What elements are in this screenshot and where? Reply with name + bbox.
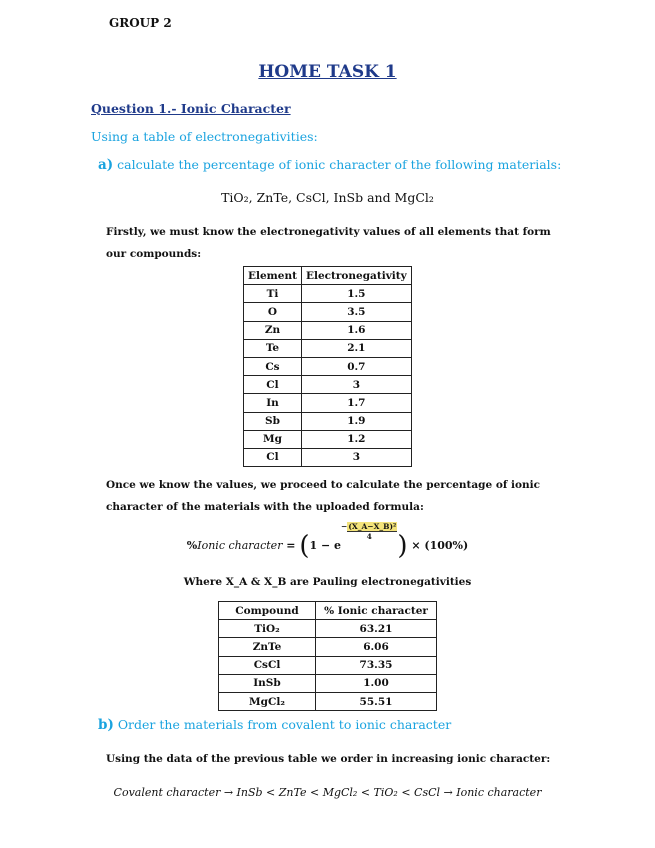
firstly-paragraph: Firstly, we must know the electronegativity values of all elements that form our compounds: [106,226,551,260]
part-b-text: Order the materials from covalent to ionic character [117,717,452,732]
table-cell: ZnTe [219,638,316,656]
table-cell: 1.7 [301,394,411,412]
table-cell: 3 [301,448,411,466]
table-row [219,656,437,674]
table-row [219,620,437,638]
table-cell: 1.9 [301,412,411,430]
table-cell: 1.2 [301,430,411,448]
table-cell: 3 [301,376,411,394]
table-row [244,430,412,448]
materials-list: TiO₂, ZnTe, CsCl, InSb and MgCl₂ [221,190,434,205]
table-cell: Cl [244,376,302,394]
equation-times: × (100%) [411,539,469,552]
table-cell: 55.51 [316,692,437,710]
equation-one-minus-e: 1 − e [309,539,342,552]
table-cell: In [244,394,302,412]
part-b-label: b) [98,717,114,733]
table-cell: O [244,303,302,321]
part-a-label: a) [98,157,114,173]
table-row [244,448,412,466]
table-header-row [219,602,437,620]
table-cell: Te [244,339,302,357]
electronegativity-table [243,266,412,467]
exponent-numerator: (X_A−X_B)² [348,522,397,531]
group-label: GROUP 2 [109,16,172,30]
table-row [244,321,412,339]
table-cell: TiO₂ [219,620,316,638]
table-cell: Zn [244,321,302,339]
table-row [244,412,412,430]
part-a-text: calculate the percentage of ionic character of the following materials: [117,157,562,172]
table-cell: 1.5 [301,285,411,303]
table-row [244,394,412,412]
table-cell: 1.6 [301,321,411,339]
where-note: Where X_A & X_B are Pauling electronegativities [183,576,472,588]
ionic-order-statement: Covalent character → InSb < ZnTe < MgCl₂ < TiO₂ < CsCl → Ionic character [113,786,542,799]
table-row [219,674,437,692]
table-cell: Ti [244,285,302,303]
table-header-row [244,267,412,285]
column-header: Element [244,267,302,285]
table-cell: CsCl [219,656,316,674]
part-a-heading [98,157,561,173]
column-header: % Ionic character [316,602,437,620]
table-row [219,638,437,656]
question-heading: Question 1.- Ionic Character [91,101,291,116]
part-b-heading [98,717,451,733]
column-header: Compound [219,602,316,620]
table-cell: 1.00 [316,674,437,692]
once-paragraph: Once we know the values, we proceed to calculate the percentage of ionic character of the materials with the uploaded formula: [106,479,541,513]
table-cell: Mg [244,430,302,448]
ionic-character-table [218,601,437,711]
table-cell: 6.06 [316,638,437,656]
table-row [244,376,412,394]
table-cell: Cl [244,448,302,466]
table-cell: 0.7 [301,357,411,375]
equation-percent-symbol: % [186,539,198,552]
table-row [244,357,412,375]
equation-exponent: −(X_A−X_B)² 4 [341,522,397,541]
column-header: Electronegativity [301,267,411,285]
question-intro: Using a table of electronegativities: [91,129,318,144]
table-row [244,339,412,357]
table-cell: 2.1 [301,339,411,357]
page-title: HOME TASK 1 [258,62,397,82]
table-cell: Sb [244,412,302,430]
table-row [244,303,412,321]
equation-equals: = [286,539,296,552]
table-row [244,285,412,303]
ionic-character-equation: %Ionic character = (1 − e−(X_A−X_B)² 4 ) × (100%) [186,522,469,561]
table-cell: 3.5 [301,303,411,321]
table-row [219,692,437,710]
table-cell: 73.35 [316,656,437,674]
table-cell: InSb [219,674,316,692]
equation-lhs: Ionic character [197,539,283,552]
table-cell: Cs [244,357,302,375]
order-intro: Using the data of the previous table we order in increasing ionic character: [106,753,551,765]
table-cell: MgCl₂ [219,692,316,710]
table-cell: 63.21 [316,620,437,638]
exponent-denominator: 4 [366,532,372,541]
